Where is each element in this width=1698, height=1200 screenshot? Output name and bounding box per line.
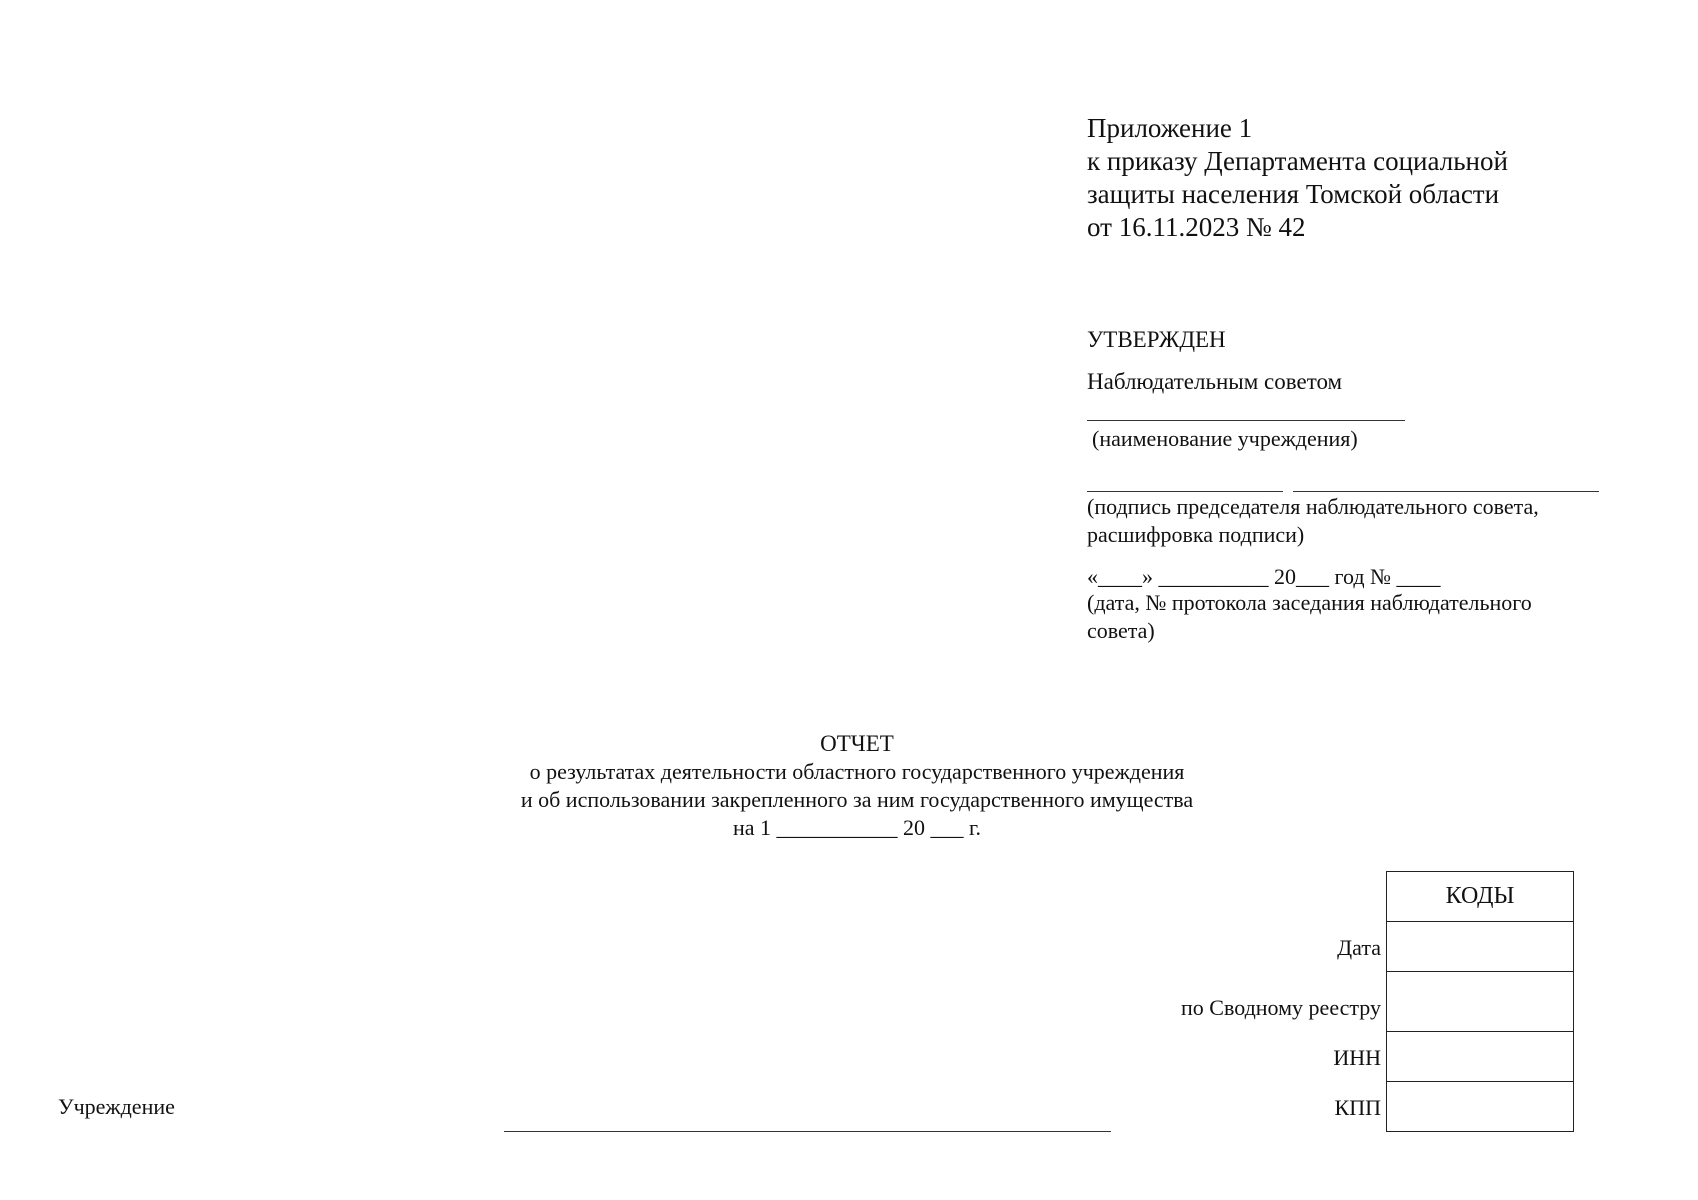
- board-label: Наблюдательным советом: [1087, 369, 1343, 394]
- institution-name-caption: (наименование учреждения): [1092, 426, 1358, 451]
- signature-caption-line: (подпись председателя наблюдательного совета,: [1087, 494, 1539, 519]
- report-title: ОТЧЕТ: [820, 731, 894, 756]
- kpp-code-label: КПП: [1334, 1095, 1381, 1120]
- registry-code-cell[interactable]: [1387, 972, 1574, 1032]
- codes-header: КОДЫ: [1387, 872, 1574, 922]
- inn-code-cell[interactable]: [1387, 1032, 1574, 1082]
- signature-line: [1087, 491, 1283, 492]
- institution-label: Учреждение: [58, 1094, 175, 1119]
- codes-row: [1387, 1082, 1574, 1132]
- report-title-block: [300, 730, 1414, 842]
- inn-code-label: ИНН: [1333, 1045, 1381, 1070]
- appendix-line: Приложение 1: [1087, 113, 1253, 143]
- codes-row: [1387, 1032, 1574, 1082]
- appendix-line: защиты населения Томской области: [1087, 179, 1500, 209]
- signature-decryption-line: [1293, 491, 1599, 492]
- codes-row: [1387, 922, 1574, 972]
- registry-code-label: по Сводному реестру: [1181, 995, 1381, 1020]
- report-subtitle-line: о результатах деятельности областного государственного учреждения: [529, 759, 1185, 784]
- protocol-date-caption: [1087, 589, 1532, 645]
- appendix-line: к приказу Департамента социальной: [1087, 146, 1508, 176]
- protocol-caption-line: совета): [1087, 618, 1155, 643]
- protocol-date-line: «____» __________ 20___ год № ____: [1087, 564, 1441, 589]
- codes-row: [1387, 972, 1574, 1032]
- codes-table: [1386, 871, 1574, 1132]
- report-subtitle-line: и об использовании закрепленного за ним государственного имущества: [520, 787, 1194, 812]
- report-date-line: на 1 ___________ 20 ___ г.: [732, 815, 982, 840]
- appendix-line: от 16.11.2023 № 42: [1087, 212, 1306, 242]
- kpp-code-cell[interactable]: [1387, 1082, 1574, 1132]
- institution-line: [504, 1131, 1111, 1132]
- appendix-header: [1087, 112, 1508, 244]
- signature-caption: [1087, 493, 1539, 549]
- protocol-caption-line: (дата, № протокола заседания наблюдательного: [1087, 590, 1532, 615]
- codes-header-row: [1387, 872, 1574, 922]
- institution-name-line: [1087, 420, 1405, 421]
- approved-heading: УТВЕРЖДЕН: [1087, 327, 1226, 352]
- date-code-cell[interactable]: [1387, 922, 1574, 972]
- signature-caption-line: расшифровка подписи): [1087, 522, 1305, 547]
- date-code-label: Дата: [1337, 935, 1381, 960]
